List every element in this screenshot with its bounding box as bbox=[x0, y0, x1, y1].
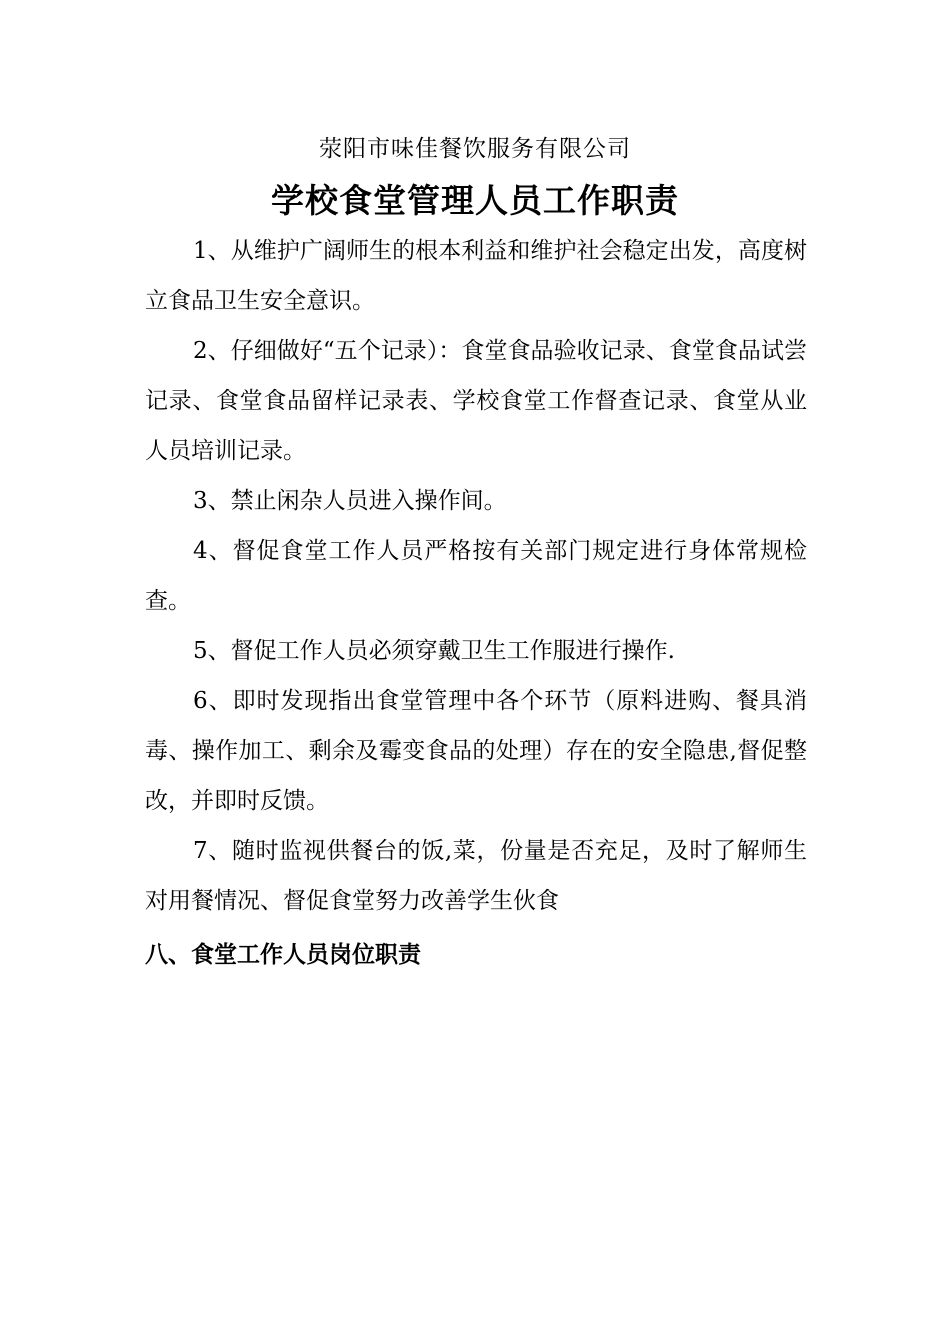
document-title: 学校食堂管理人员工作职责 bbox=[271, 181, 679, 220]
paragraph-4: 4、督促食堂工作人员严格按有关部门规定进行身体常规检查。 bbox=[145, 538, 807, 614]
paragraph-5: 5、督促工作人员必须穿戴卫生工作服进行操作. bbox=[193, 638, 675, 664]
paragraph-2: 2、仔细做好“五个记录）：食堂食品验收记录、食堂食品试尝记录、食堂食品留样记录表、学校食堂工作督查记录、食堂从业人员培训记录。 bbox=[145, 338, 807, 464]
paragraph-7: 7、随时监视供餐台的饭,菜，份量是否充足，及时了解师生对用餐情况、督促食堂努力改善学生伙食 bbox=[145, 838, 807, 914]
paragraph-6: 6、即时发现指出食堂管理中各个环节（原料进购、餐具消毒、操作加工、剩余及霉变食品的处理）存在的安全隐患,督促整改，并即时反馈。 bbox=[145, 688, 807, 814]
company-name: 荥阳市味佳餐饮服务有限公司 bbox=[319, 136, 631, 162]
paragraph-3: 3、禁止闲杂人员进入操作间。 bbox=[193, 488, 507, 514]
document-body bbox=[145, 226, 807, 980]
section-heading: 八、食堂工作人员岗位职责 bbox=[145, 942, 421, 968]
paragraph-1: 1、从维护广阔师生的根本利益和维护社会稳定出发，高度树立食品卫生安全意识。 bbox=[145, 238, 807, 314]
